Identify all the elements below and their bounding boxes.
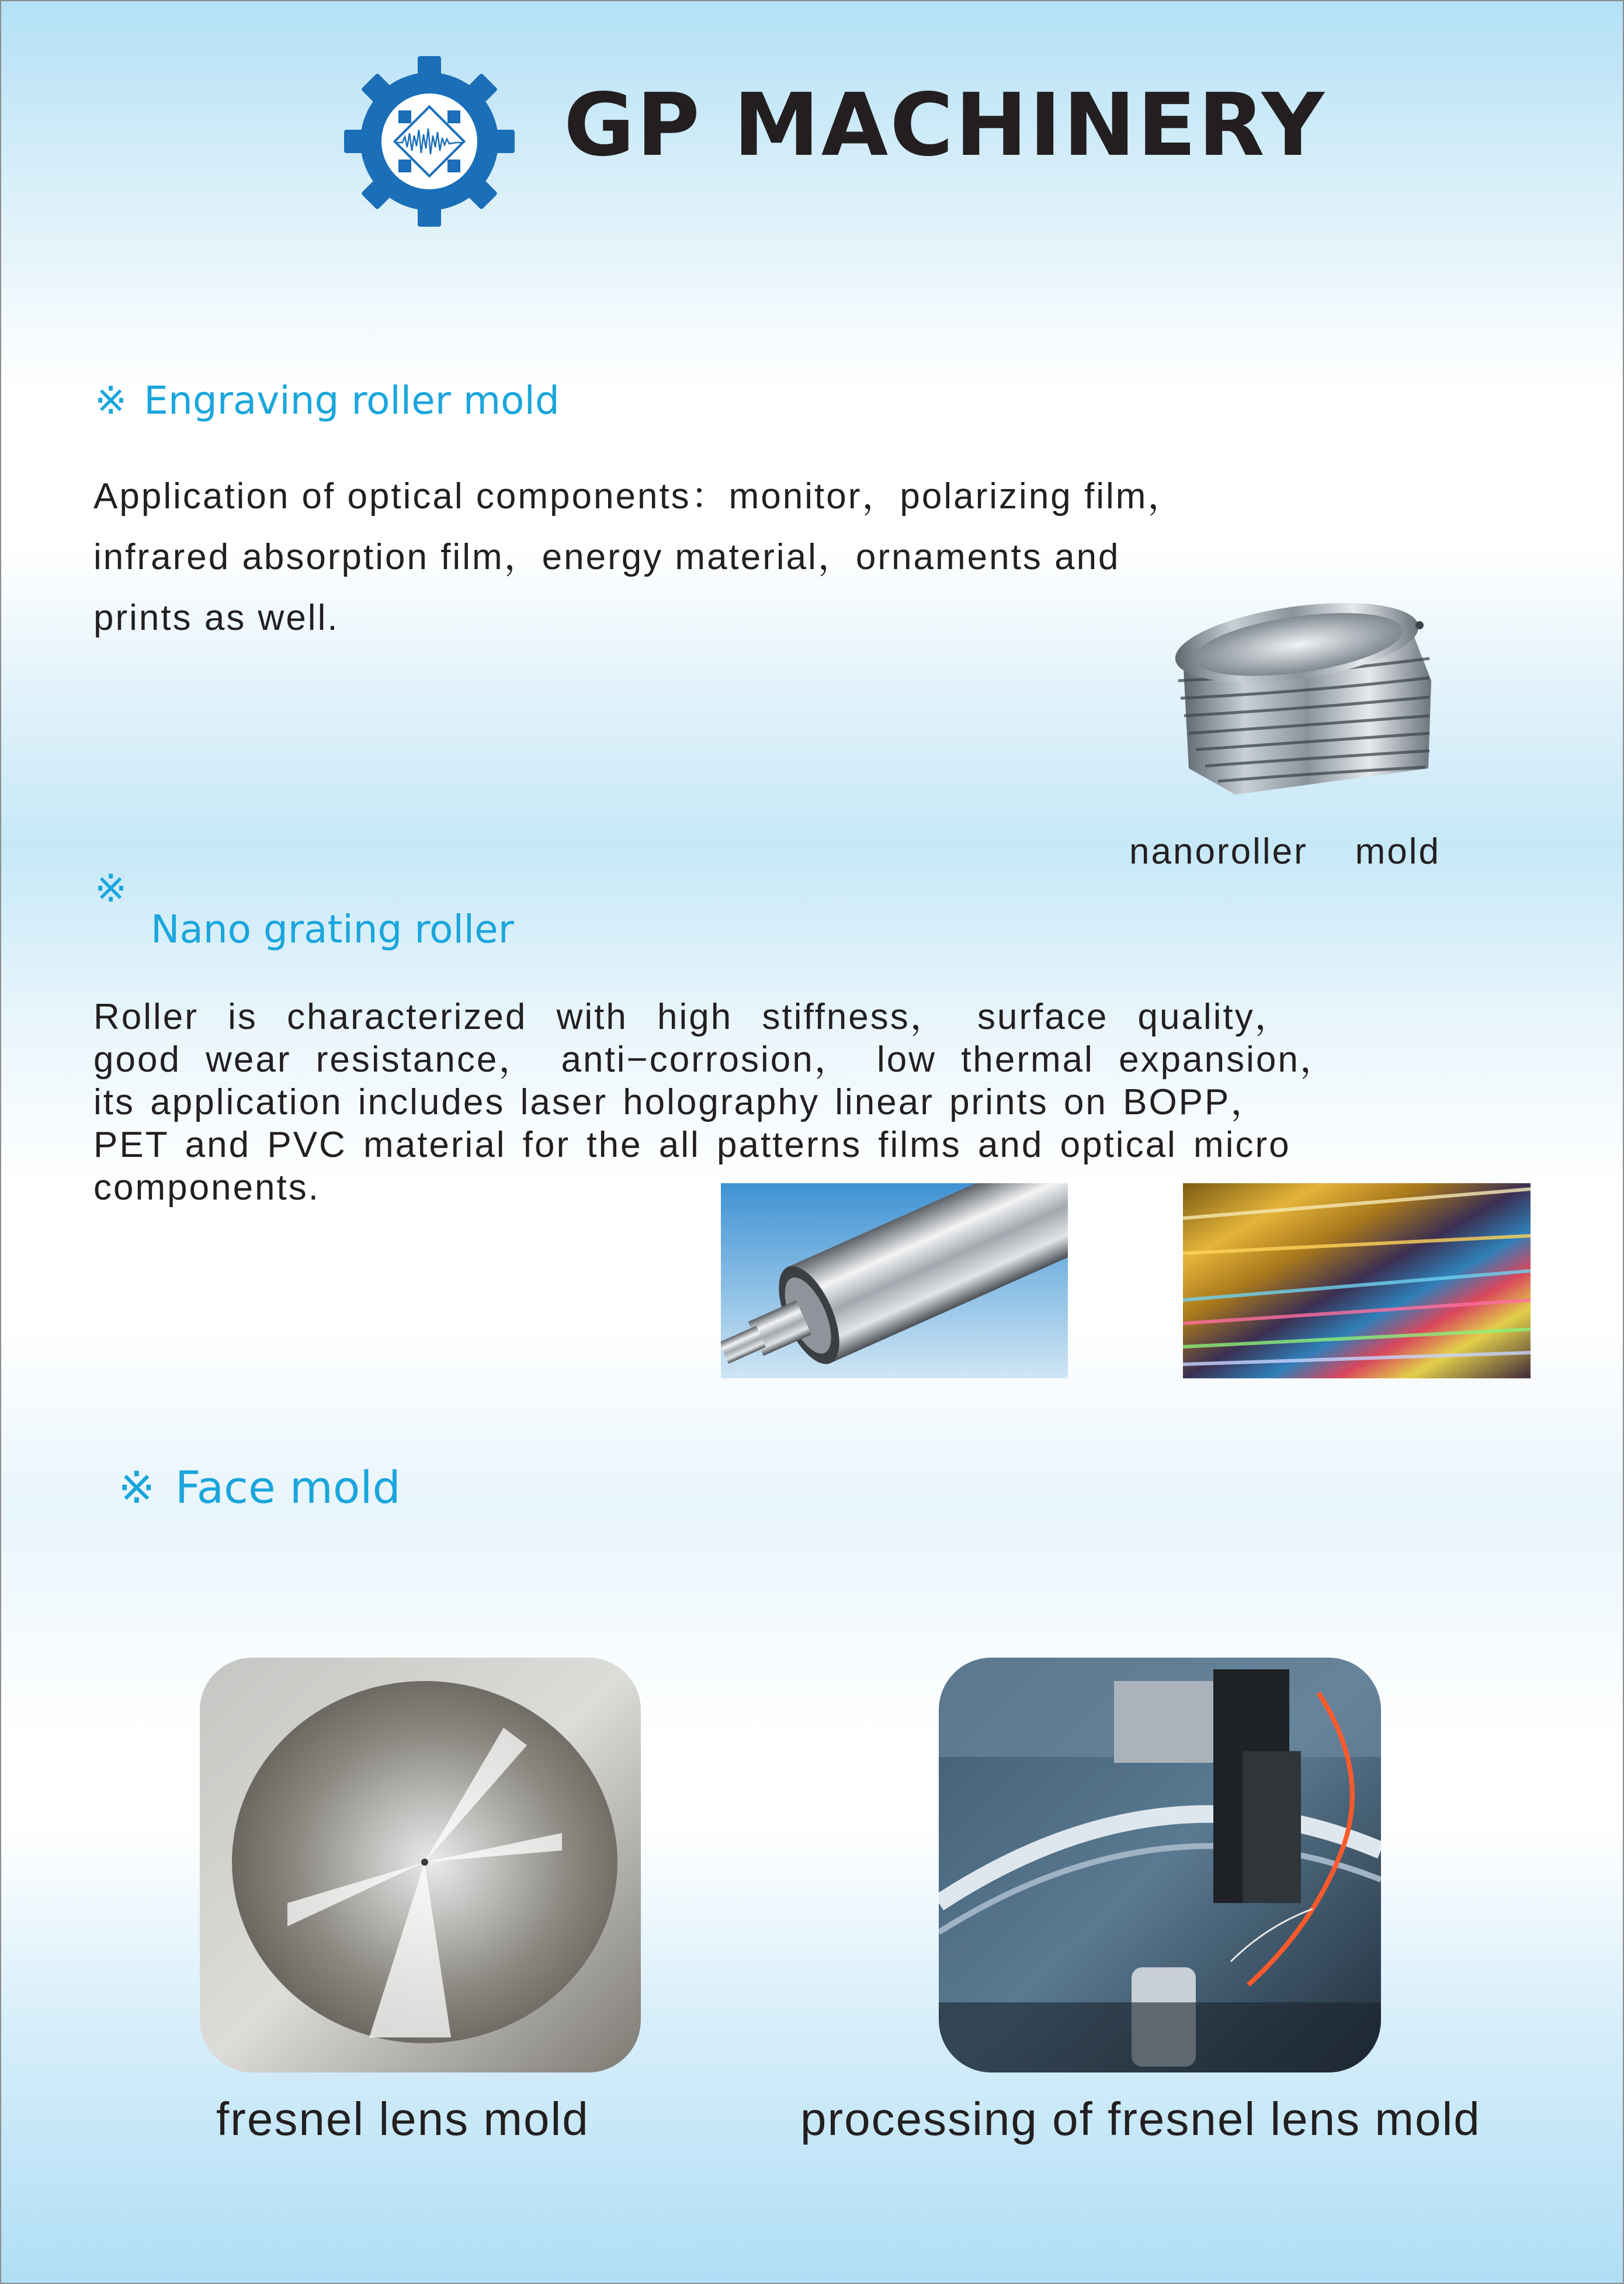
section-title: Face mold	[175, 1461, 401, 1513]
fresnel-lens-mold-image	[200, 1658, 641, 2072]
section-title: Engraving roller mold	[144, 378, 560, 423]
paragraph-line: Roller is characterized with high stiffness， surface quality，	[93, 997, 1293, 1037]
holographic-film-image	[1183, 1183, 1531, 1378]
paragraph-line: infrared absorption film，energy material，ornaments and	[93, 537, 1120, 577]
section-heading-nano: Nano grating roller	[151, 907, 514, 952]
paragraph-line: its application includes laser holography linear prints on BOPP，	[93, 1082, 1269, 1122]
section-heading-engraving	[95, 378, 560, 423]
fresnel-processing-image	[939, 1658, 1381, 2072]
steel-roller-image	[721, 1183, 1068, 1378]
section-mark-nano: ※	[95, 866, 127, 911]
paragraph-line: Application of optical components：monitor，polarizing film，	[93, 476, 1186, 517]
processing-caption: processing of fresnel lens mold	[800, 2093, 1481, 2145]
nanoroller-mold-image	[1165, 593, 1437, 809]
engraving-description	[93, 466, 1185, 649]
paragraph-line: components.	[93, 1167, 320, 1208]
fresnel-lens-mold-caption: fresnel lens mold	[216, 2093, 589, 2145]
paragraph-line: prints as well.	[93, 598, 339, 638]
gear-logo-icon	[342, 54, 517, 229]
paragraph-line: PET and PVC material for the all patterns films and optical micro	[93, 1125, 1291, 1165]
company-logo	[342, 54, 517, 229]
reference-mark: ※	[118, 1461, 155, 1513]
nano-description	[93, 996, 1458, 1209]
paragraph-line: good wear resistance， anti−corrosion， low thermal expansion，	[93, 1039, 1338, 1080]
section-heading-face	[118, 1461, 401, 1513]
brand-name: GP MACHINERY	[564, 75, 1326, 175]
reference-mark: ※	[95, 378, 127, 423]
nanoroller-caption: nanoroller mold	[1129, 831, 1441, 872]
